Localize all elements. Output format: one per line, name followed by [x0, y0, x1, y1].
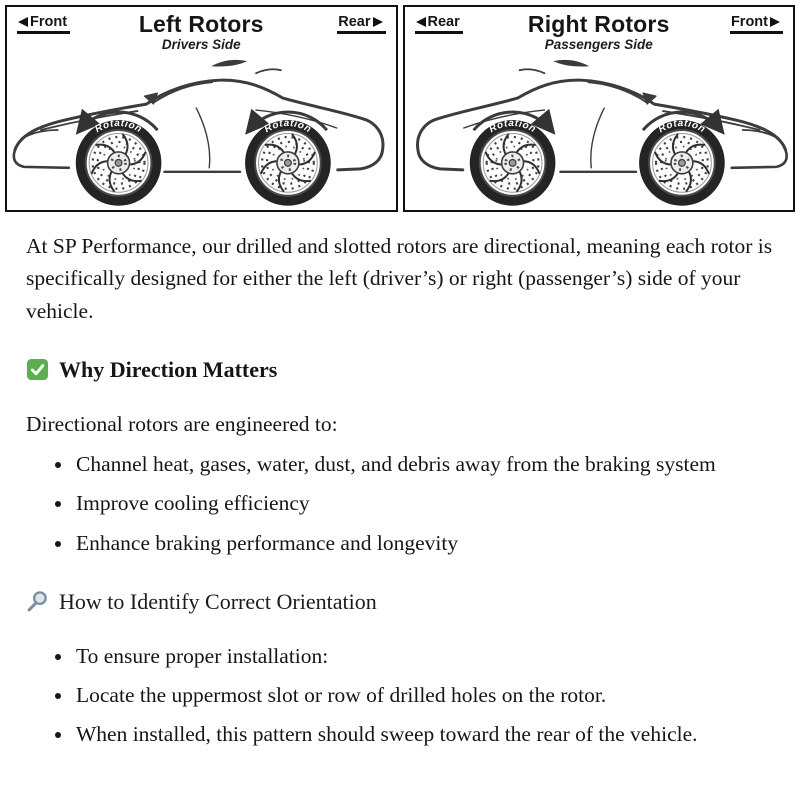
left-panel-header: [7, 7, 396, 51]
heading-text: How to Identify Correct Orientation: [59, 588, 377, 614]
section-heading-why-direction-matters: [26, 353, 774, 386]
panel-subtitle: Drivers Side: [161, 37, 241, 52]
panel-title: Left Rotors: [138, 11, 264, 37]
list-item: • When installed, this pattern should sweep toward the rear of the vehicle.: [74, 718, 774, 750]
lead-text: Directional rotors are engineered to:: [26, 411, 338, 436]
right-car-illustration: [405, 51, 794, 209]
magnifying-glass-icon: [26, 590, 49, 613]
heading-text: Why Direction Matters: [59, 356, 278, 382]
direction-label-text: Front: [30, 14, 68, 30]
list-item: • Channel heat, gases, water, dust, and debris away from the braking system: [74, 448, 774, 480]
left-car-illustration: [7, 51, 396, 209]
rotation-label: Rotation: [486, 117, 538, 136]
arrow-left-icon: [18, 17, 28, 27]
section-heading-identify-orientation: [26, 585, 774, 618]
right-panel-header: [405, 7, 794, 51]
list-item: • Locate the uppermost slot or row of drilled holes on the rotor.: [74, 679, 774, 711]
arrow-right-icon: [770, 17, 780, 27]
rear-direction-label: [337, 14, 385, 34]
direction-label-text: Rear: [338, 14, 371, 30]
direction-label-text: Rear: [427, 14, 460, 30]
check-mark-icon: [26, 358, 49, 381]
list-item: • Improve cooling efficiency: [74, 487, 774, 519]
arrow-left-icon: [416, 17, 426, 27]
rear-direction-label: [415, 14, 463, 34]
direction-label-text: Front: [730, 14, 768, 30]
orientation-list: [26, 640, 774, 751]
panel-title: Right Rotors: [527, 11, 670, 37]
left-rotors-panel: [5, 5, 398, 212]
intro-paragraph: At SP Performance, our drilled and slotted rotors are directional, meaning each rotor is specifically designed for either the left (driver’s) or right (passenger’s) side of your vehicle.: [26, 234, 773, 323]
article: [0, 212, 800, 791]
right-rotors-panel: [403, 5, 796, 212]
list-item: • Enhance braking performance and longevity: [74, 527, 774, 559]
panel-subtitle: Passengers Side: [544, 37, 653, 52]
rotation-label: Rotation: [656, 117, 707, 136]
rotor-direction-diagram: [0, 0, 800, 212]
front-direction-label: [730, 14, 783, 34]
list-item: • To ensure proper installation:: [74, 640, 774, 672]
rotation-label: Rotation: [93, 117, 144, 136]
arrow-right-icon: [373, 17, 383, 27]
benefits-list: [26, 448, 774, 559]
front-direction-label: [17, 14, 70, 34]
rotation-label: Rotation: [262, 117, 314, 136]
